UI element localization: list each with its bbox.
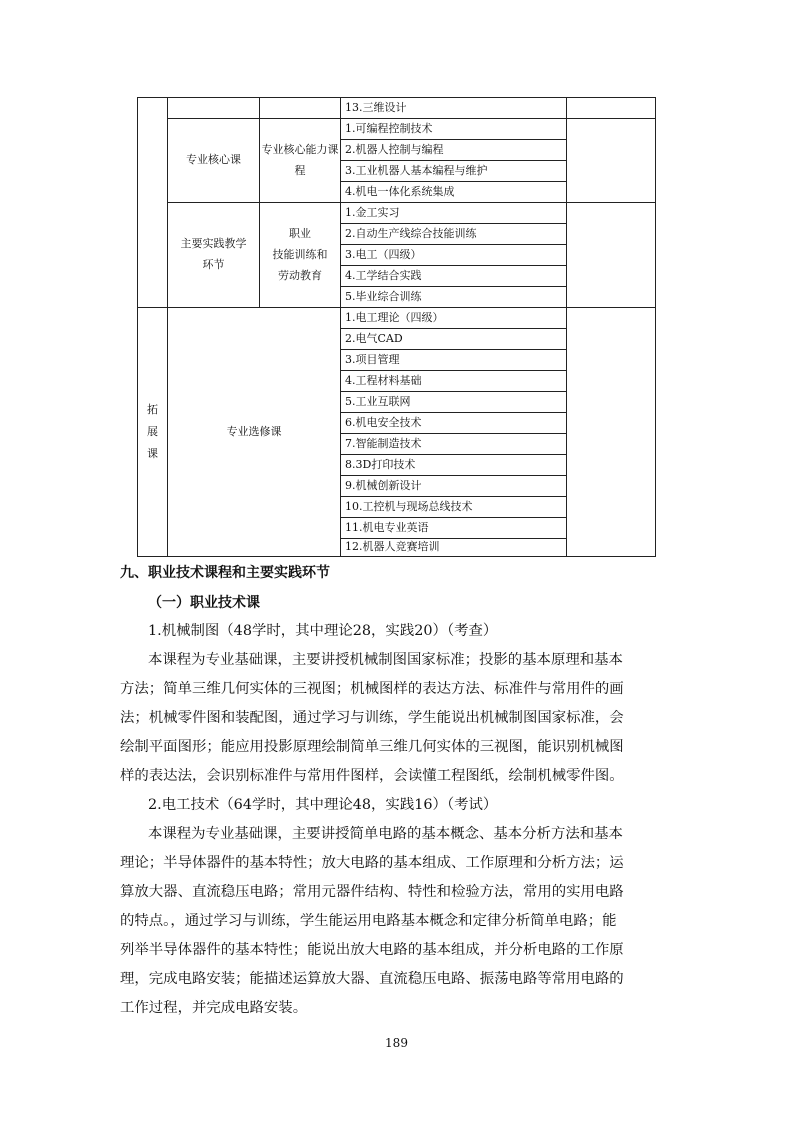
paragraph-line: 绘制平面图形；能应用投影原理绘制简单三维几何实体的三视图，能识别机械图 xyxy=(120,739,624,755)
paragraph-line: 法；机械零件图和装配图，通过学习与训练，学生能说出机械制图国家标准，会 xyxy=(120,710,624,726)
subcategory-elective: 专业选修课 xyxy=(226,425,282,438)
course-title: 1.机械制图（48学时，其中理论28，实践20）（考查） xyxy=(148,623,498,639)
table-cell-course: 6.机电安全技术 xyxy=(345,416,422,429)
course-title: 2.电工技术（64学时，其中理论48，实践16）（考试） xyxy=(148,797,498,813)
subcategory-practice-line1: 职业 xyxy=(289,227,311,240)
table-cell-course: 3.工业机器人基本编程与维护 xyxy=(345,164,488,177)
table-cell-course: 11.机电专业英语 xyxy=(345,521,429,534)
subcategory-core-line2: 程 xyxy=(294,164,306,177)
table-cell-course: 7.智能制造技术 xyxy=(345,437,422,450)
subcategory-practice-line3: 劳动教育 xyxy=(278,269,322,282)
table-cell-course: 4.机电一体化系统集成 xyxy=(345,185,455,198)
table-cell-course: 8.3D打印技术 xyxy=(345,458,416,471)
paragraph-line: 本课程为专业基础课，主要讲授机械制图国家标准；投影的基本原理和基本 xyxy=(148,652,623,668)
table-cell-course: 2.自动生产线综合技能训练 xyxy=(345,227,477,240)
paragraph-line: 理，完成电路安装；能描述运算放大器、直流稳压电路、振荡电路等常用电路的 xyxy=(120,971,624,987)
category-extension-char: 课 xyxy=(147,447,158,460)
table-cell-course: 1.电工理论（四级） xyxy=(345,311,444,324)
table-cell-course: 5.毕业综合训练 xyxy=(345,290,422,303)
category-practice-line1: 主要实践教学 xyxy=(180,237,247,250)
category-practice-line2: 环节 xyxy=(202,258,225,271)
table-cell-course: 13.三维设计 xyxy=(345,101,407,114)
paragraph-line: 列举半导体器件的基本特性；能说出放大电路的基本组成，并分析电路的工作原 xyxy=(120,942,624,958)
subcategory-core-line1: 专业核心能力课 xyxy=(261,143,339,156)
paragraph-line: 方法；简单三维几何实体的三视图；机械图样的表达方法、标准件与常用件的画 xyxy=(120,681,624,697)
table-cell-course: 2.电气CAD xyxy=(345,332,403,345)
table-cell-course: 10.工控机与现场总线技术 xyxy=(345,500,473,513)
paragraph-line: 工作过程，并完成电路安装。 xyxy=(120,1000,308,1016)
paragraph-line: 的特点。，通过学习与训练，学生能运用电路基本概念和定律分析简单电路；能 xyxy=(120,913,617,929)
paragraph-line: 算放大器、直流稳压电路；常用元器件结构、特性和检验方法，常用的实用电路 xyxy=(120,884,624,900)
table-cell-course: 2.机器人控制与编程 xyxy=(345,143,444,156)
category-extension-char: 展 xyxy=(147,425,158,438)
paragraph-line: 样的表达法，会识别标准件与常用件图样，会读懂工程图纸，绘制机械零件图。 xyxy=(120,768,624,784)
table-cell-course: 4.工学结合实践 xyxy=(345,269,422,282)
category-extension-char: 拓 xyxy=(147,403,158,416)
category-core: 专业核心课 xyxy=(186,153,241,166)
table-cell-course: 1.可编程控制技术 xyxy=(345,122,433,135)
paragraph-line: 本课程为专业基础课，主要讲授简单电路的基本概念、基本分析方法和基本 xyxy=(148,826,623,842)
table-cell-course: 9.机械创新设计 xyxy=(345,479,422,492)
page-number: 189 xyxy=(385,1036,408,1050)
section-title: 九、职业技术课程和主要实践环节 xyxy=(120,565,330,581)
subsection-title: （一）职业技术课 xyxy=(148,595,260,611)
table-cell-course: 5.工业互联网 xyxy=(345,395,411,408)
table-cell-course: 4.工程材料基础 xyxy=(345,374,422,387)
subcategory-practice-line2: 技能训练和 xyxy=(272,248,328,261)
paragraph-line: 理论；半导体器件的基本特性；放大电路的基本组成、工作原理和分析方法；运 xyxy=(120,855,624,871)
table-cell-course: 3.电工（四级） xyxy=(345,248,422,261)
table-cell-course: 1.金工实习 xyxy=(345,206,400,219)
table-cell-course: 3.项目管理 xyxy=(345,353,400,366)
table-cell-course: 12.机器人竞赛培训 xyxy=(345,540,440,553)
